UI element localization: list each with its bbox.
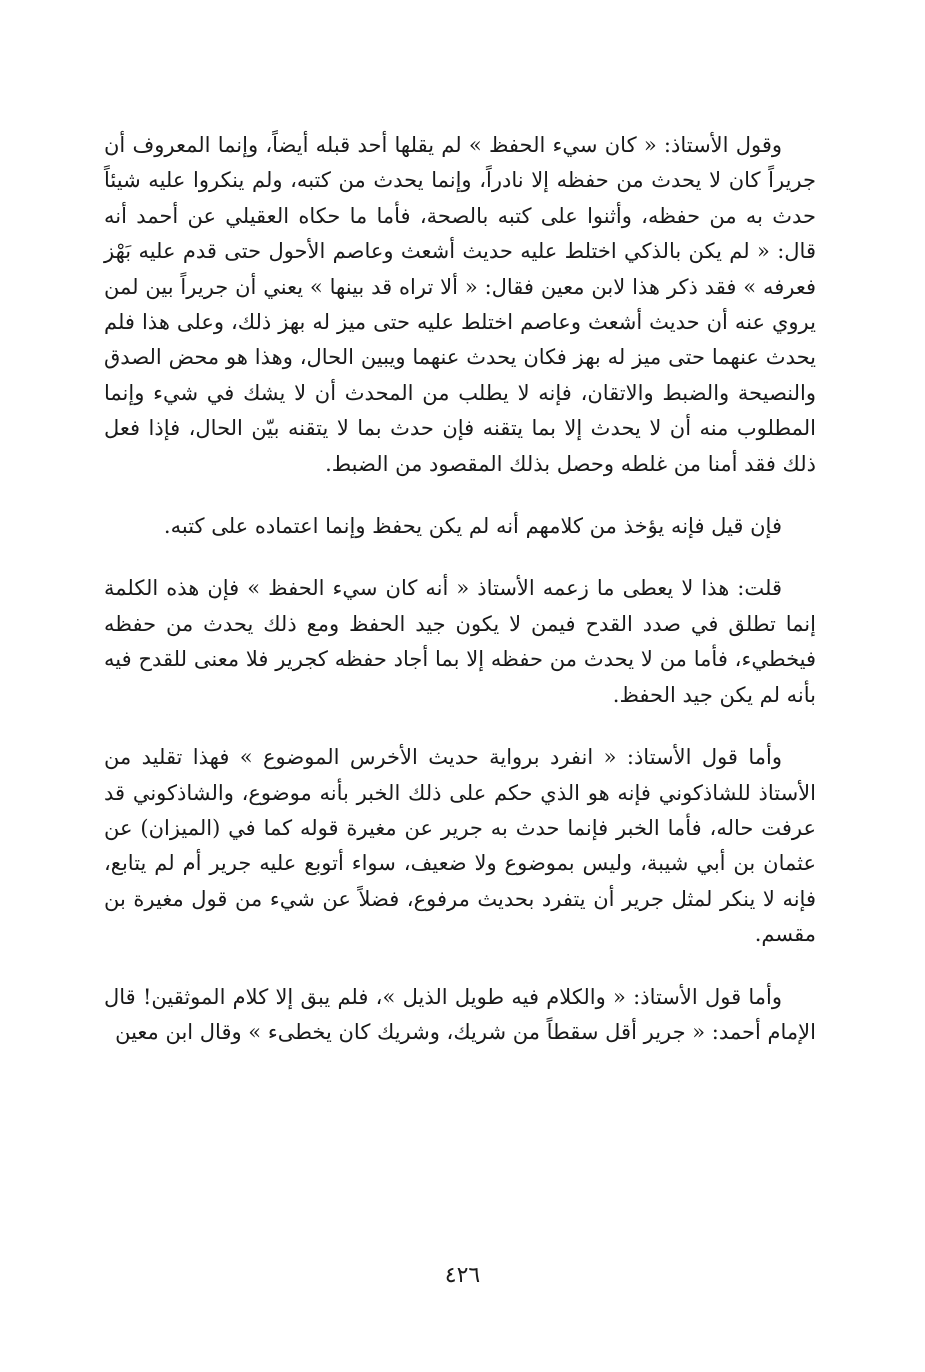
paragraph-3: قلت: هذا لا يعطى ما زعمه الأستاذ « أنه كان سيء الحفظ » فإن هذه الكلمة إنما تطلق في صدد القدح فيمن لا يكون جيد الحفظ ومع ذلك يحدث من حفظه فيخطيء، فأما من لا يحدث من حفظه إلا بما أجاد حفظه كجرير فلا معنى للقدح فيه بأنه لم يكن جيد الحفظ. xyxy=(104,576,816,707)
page-body xyxy=(104,128,816,1050)
paragraph-1: وقول الأستاذ: « كان سيء الحفظ » لم يقلها أحد قبله أيضاً، وإنما المعروف أن جريراً كان لا يحدث من حفظه إلا نادراً، وإنما يحدث من كتبه، ولم ينكروا عليه شيئاً حدث به من حفظه، وأثنوا على كتبه بالصحة، فأما ما حكاه العقيلي عن أحمد أنه قال: « لم يكن بالذكي اختلط عليه حديث أشعث وعاصم الأحول حتى قدم عليه بَهْز فعرفه » فقد ذكر هذا لابن معين فقال: « ألا تراه قد بينها » يعني أن جريراً بين لمن يروي عنه أن حديث أشعث وعاصم اختلط عليه حتى ميز له بهز ذلك، وعلى هذا فلم يحدث عنهما حتى ميز له بهز فكان يحدث عنهما ويبين الحال، وهذا هو محض الصدق والنصيحة والضبط والاتقان، فإنه لا يطلب من المحدث أن لا يشك في شيء وإنما المطلوب منه أن لا يحدث إلا بما يتقنه فإن حدث بما لا يتقنه بيّن الحال، فإذا فعل ذلك فقد أمنا من غلطه وحصل بذلك المقصود من الضبط. xyxy=(104,133,816,476)
paragraph-2: فإن قيل فإنه يؤخذ من كلامهم أنه لم يكن يحفظ وإنما اعتماده على كتبه. xyxy=(163,514,782,539)
paragraph-5: وأما قول الأستاذ: « والكلام فيه طويل الذيل »، فلم يبق إلا كلام الموثقين! قال الإمام أحمد: « جرير أقل سقطاً من شريك، وشريك كان يخطىء » وقال ابن معين xyxy=(104,984,816,1044)
paragraph-4: وأما قول الأستاذ: « انفرد برواية حديث الأخرس الموضوع » فهذا تقليد من الأستاذ للشاذكوني فإنه هو الذي حكم على ذلك الخبر بأنه موضوع، والشاذكوني قد عرفت حاله، فأما الخبر فإنما حدث به جرير عن مغيرة قوله كما في (الميزان) عن عثمان بن أبي شيبة، وليس بموضوع ولا ضعيف، سواء أتوبع عليه جرير أم لم يتابع، فإنه لا ينكر لمثل جرير أن يتفرد بحديث مرفوع، فضلاً عن شيء من قول مغيرة بن مقسم. xyxy=(104,745,816,947)
page-number: ٤٢٦ xyxy=(444,1263,481,1288)
